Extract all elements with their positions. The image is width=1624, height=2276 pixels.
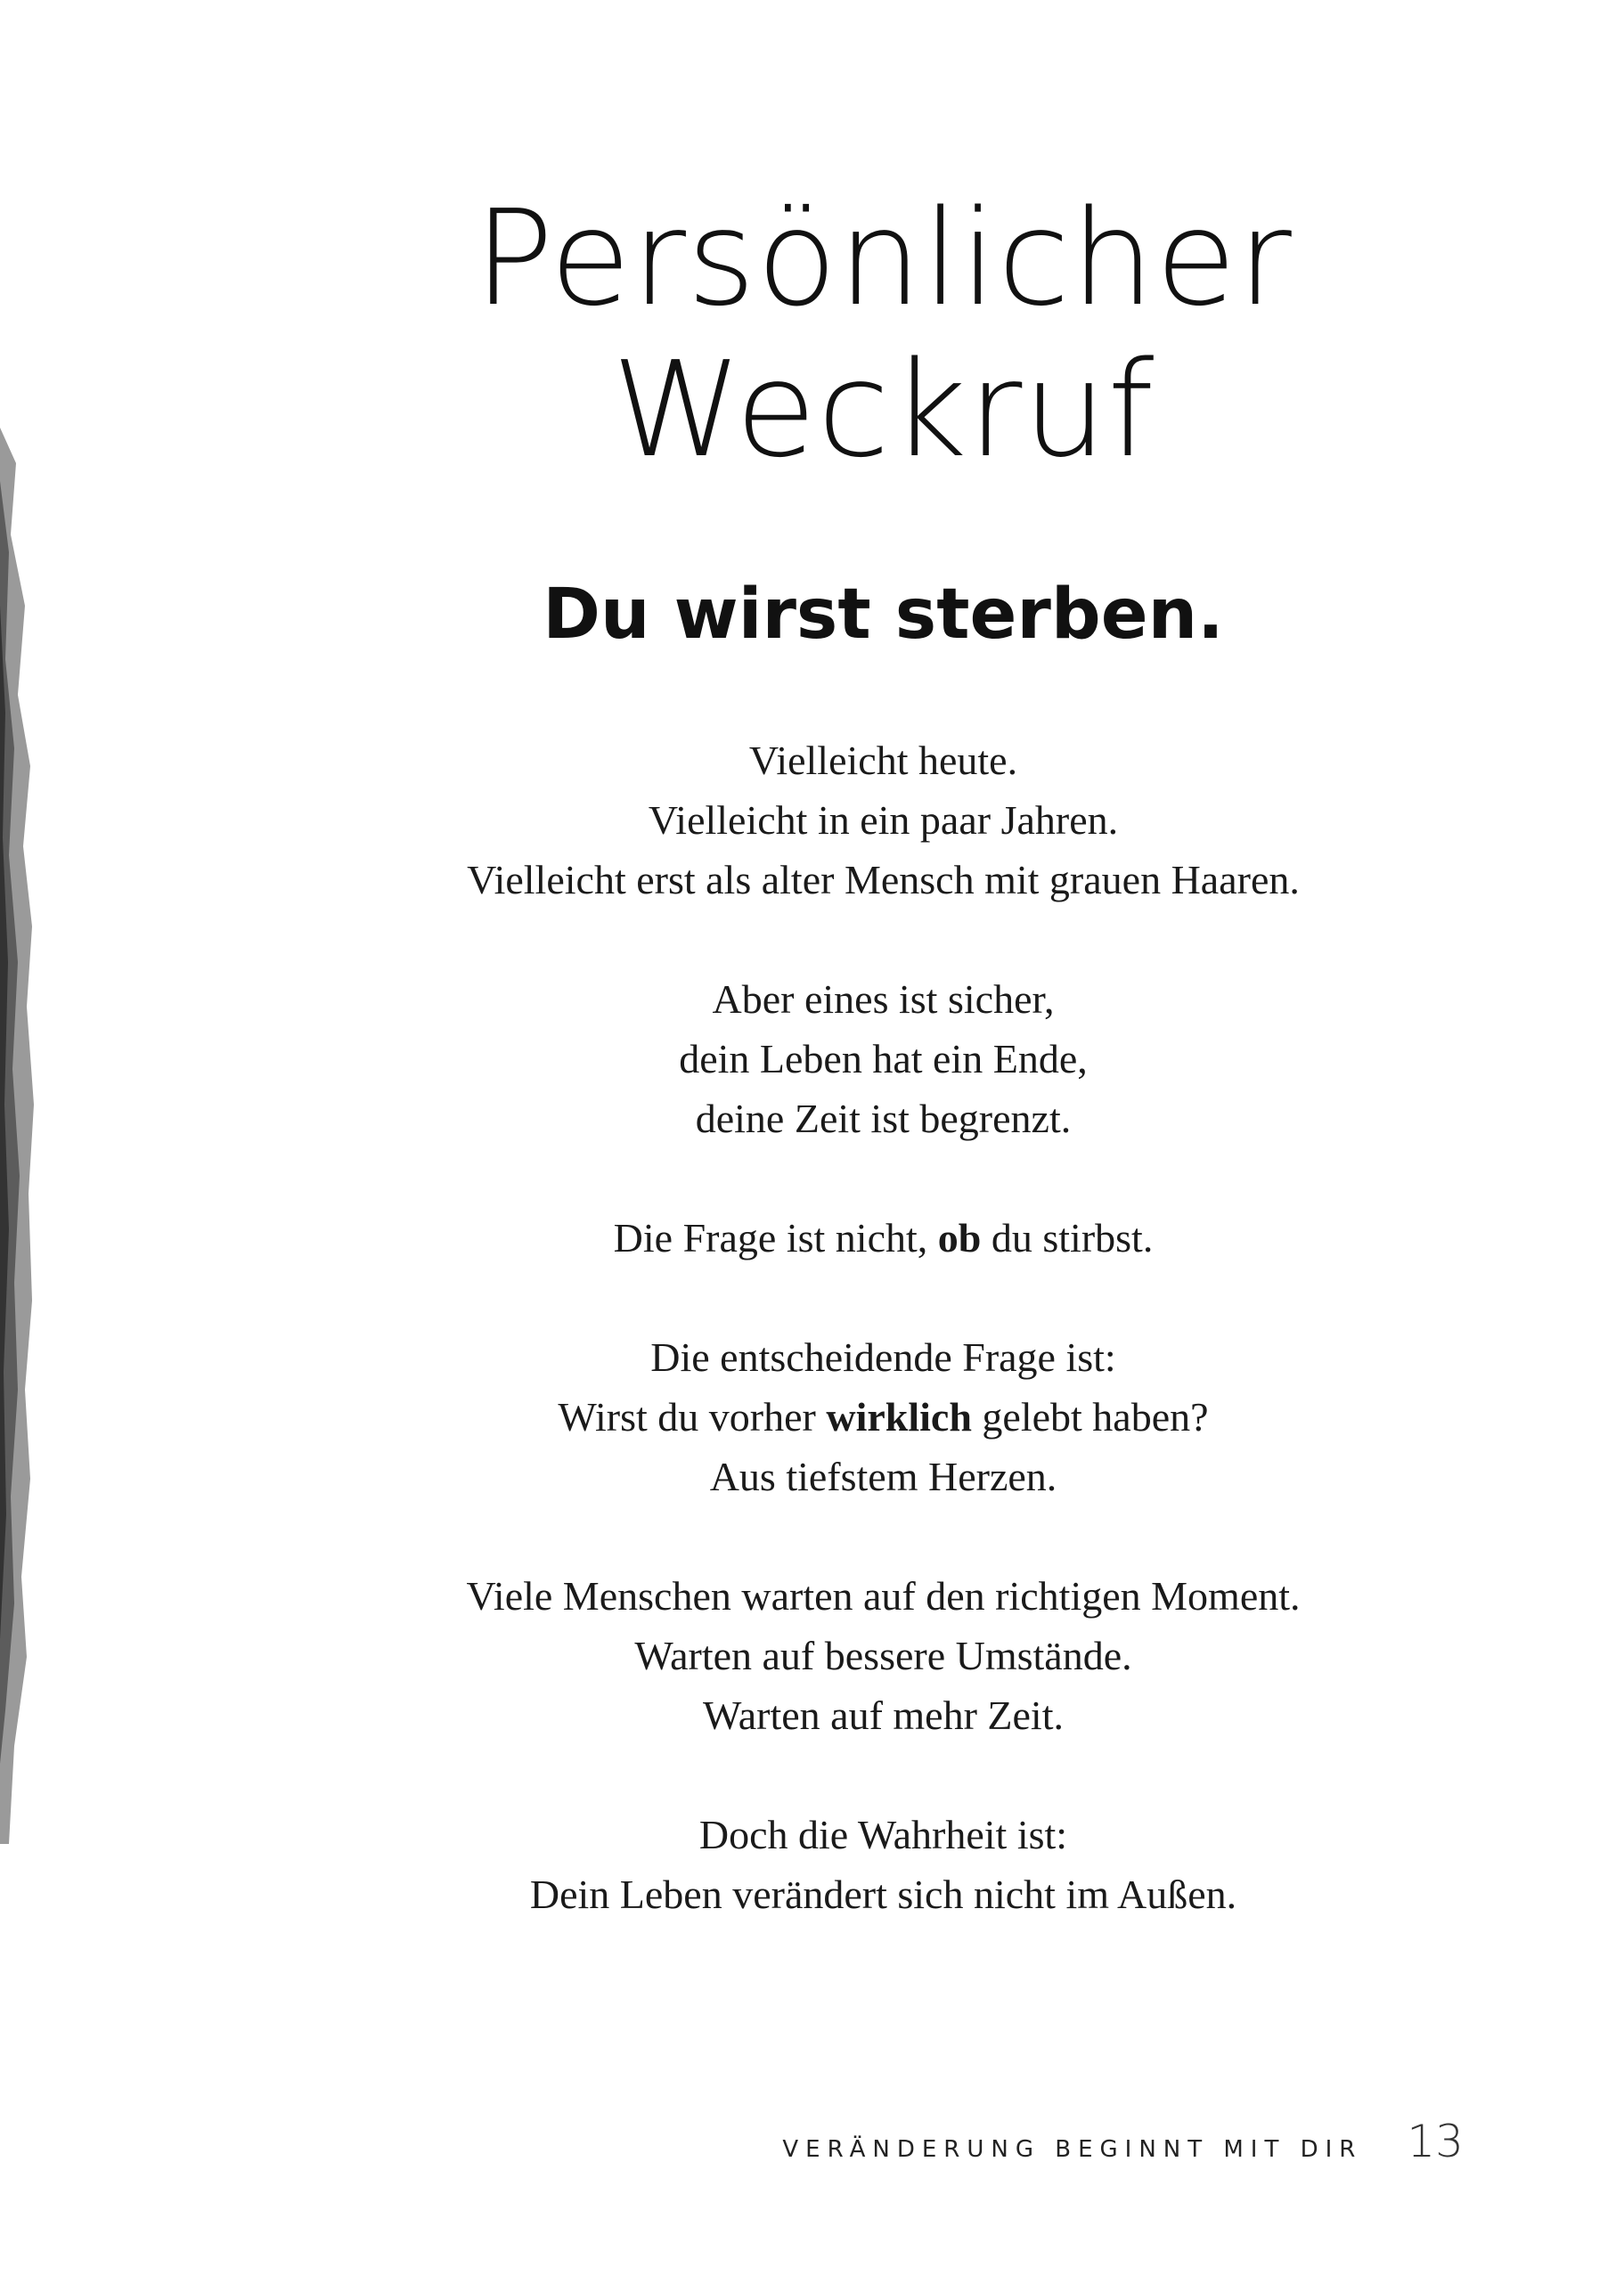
stanza-4 [143, 1327, 1624, 1506]
poem-line: Warten auf mehr Zeit. [703, 1693, 1064, 1738]
poem-line: Aus tiefstem Herzen. [709, 1454, 1057, 1499]
poem-line: dein Leben hat ein Ende, [679, 1036, 1088, 1081]
emphasis-wirklich: wirklich [826, 1394, 972, 1440]
stanza-2 [143, 969, 1624, 1148]
stanza-3 [143, 1208, 1624, 1268]
poem-text [0, 730, 1624, 1984]
poem-line [143, 1208, 1624, 1268]
poem-text-segment: du stirbst. [981, 1215, 1154, 1260]
poem-line: Aber eines ist sicher, [712, 976, 1055, 1022]
poem-line [143, 1387, 1624, 1447]
page-footer [782, 2116, 1464, 2167]
poem-line: Vielleicht heute. [748, 738, 1018, 783]
emphasis-ob: ob [937, 1215, 982, 1260]
chapter-title-line-2: Weckruf [611, 333, 1155, 486]
poem-text-segment: gelebt haben? [971, 1394, 1209, 1440]
poem-text-segment: Wirst du vorher [558, 1394, 827, 1440]
stanza-1 [143, 730, 1624, 910]
poem-line: Warten auf bessere Umstände. [634, 1633, 1132, 1678]
poem-line: Viele Menschen warten auf den richtigen Moment. [466, 1573, 1301, 1619]
page-number: 13 [1407, 2116, 1464, 2167]
poem-text-segment: Die Frage ist nicht, [613, 1215, 938, 1260]
stanza-5 [143, 1566, 1624, 1745]
poem-line: Doch die Wahrheit ist: [698, 1812, 1068, 1857]
poem-line: Die entscheidende Frage ist: [650, 1334, 1116, 1380]
poem-line: Dein Leben verändert sich nicht im Außen. [529, 1872, 1237, 1917]
stanza-6 [143, 1805, 1624, 1924]
poem-line: Vielleicht in ein paar Jahren. [648, 797, 1119, 843]
chapter-title [0, 183, 1624, 485]
chapter-title-line-1: Persönlicher [474, 182, 1293, 335]
running-title: VERÄNDERUNG BEGINNT MIT DIR [782, 2136, 1363, 2163]
chapter-subtitle: Du wirst sterben. [543, 575, 1224, 655]
poem-line: Vielleicht erst als alter Mensch mit grauen Haaren. [467, 857, 1300, 902]
poem-line: deine Zeit ist begrenzt. [695, 1096, 1072, 1141]
